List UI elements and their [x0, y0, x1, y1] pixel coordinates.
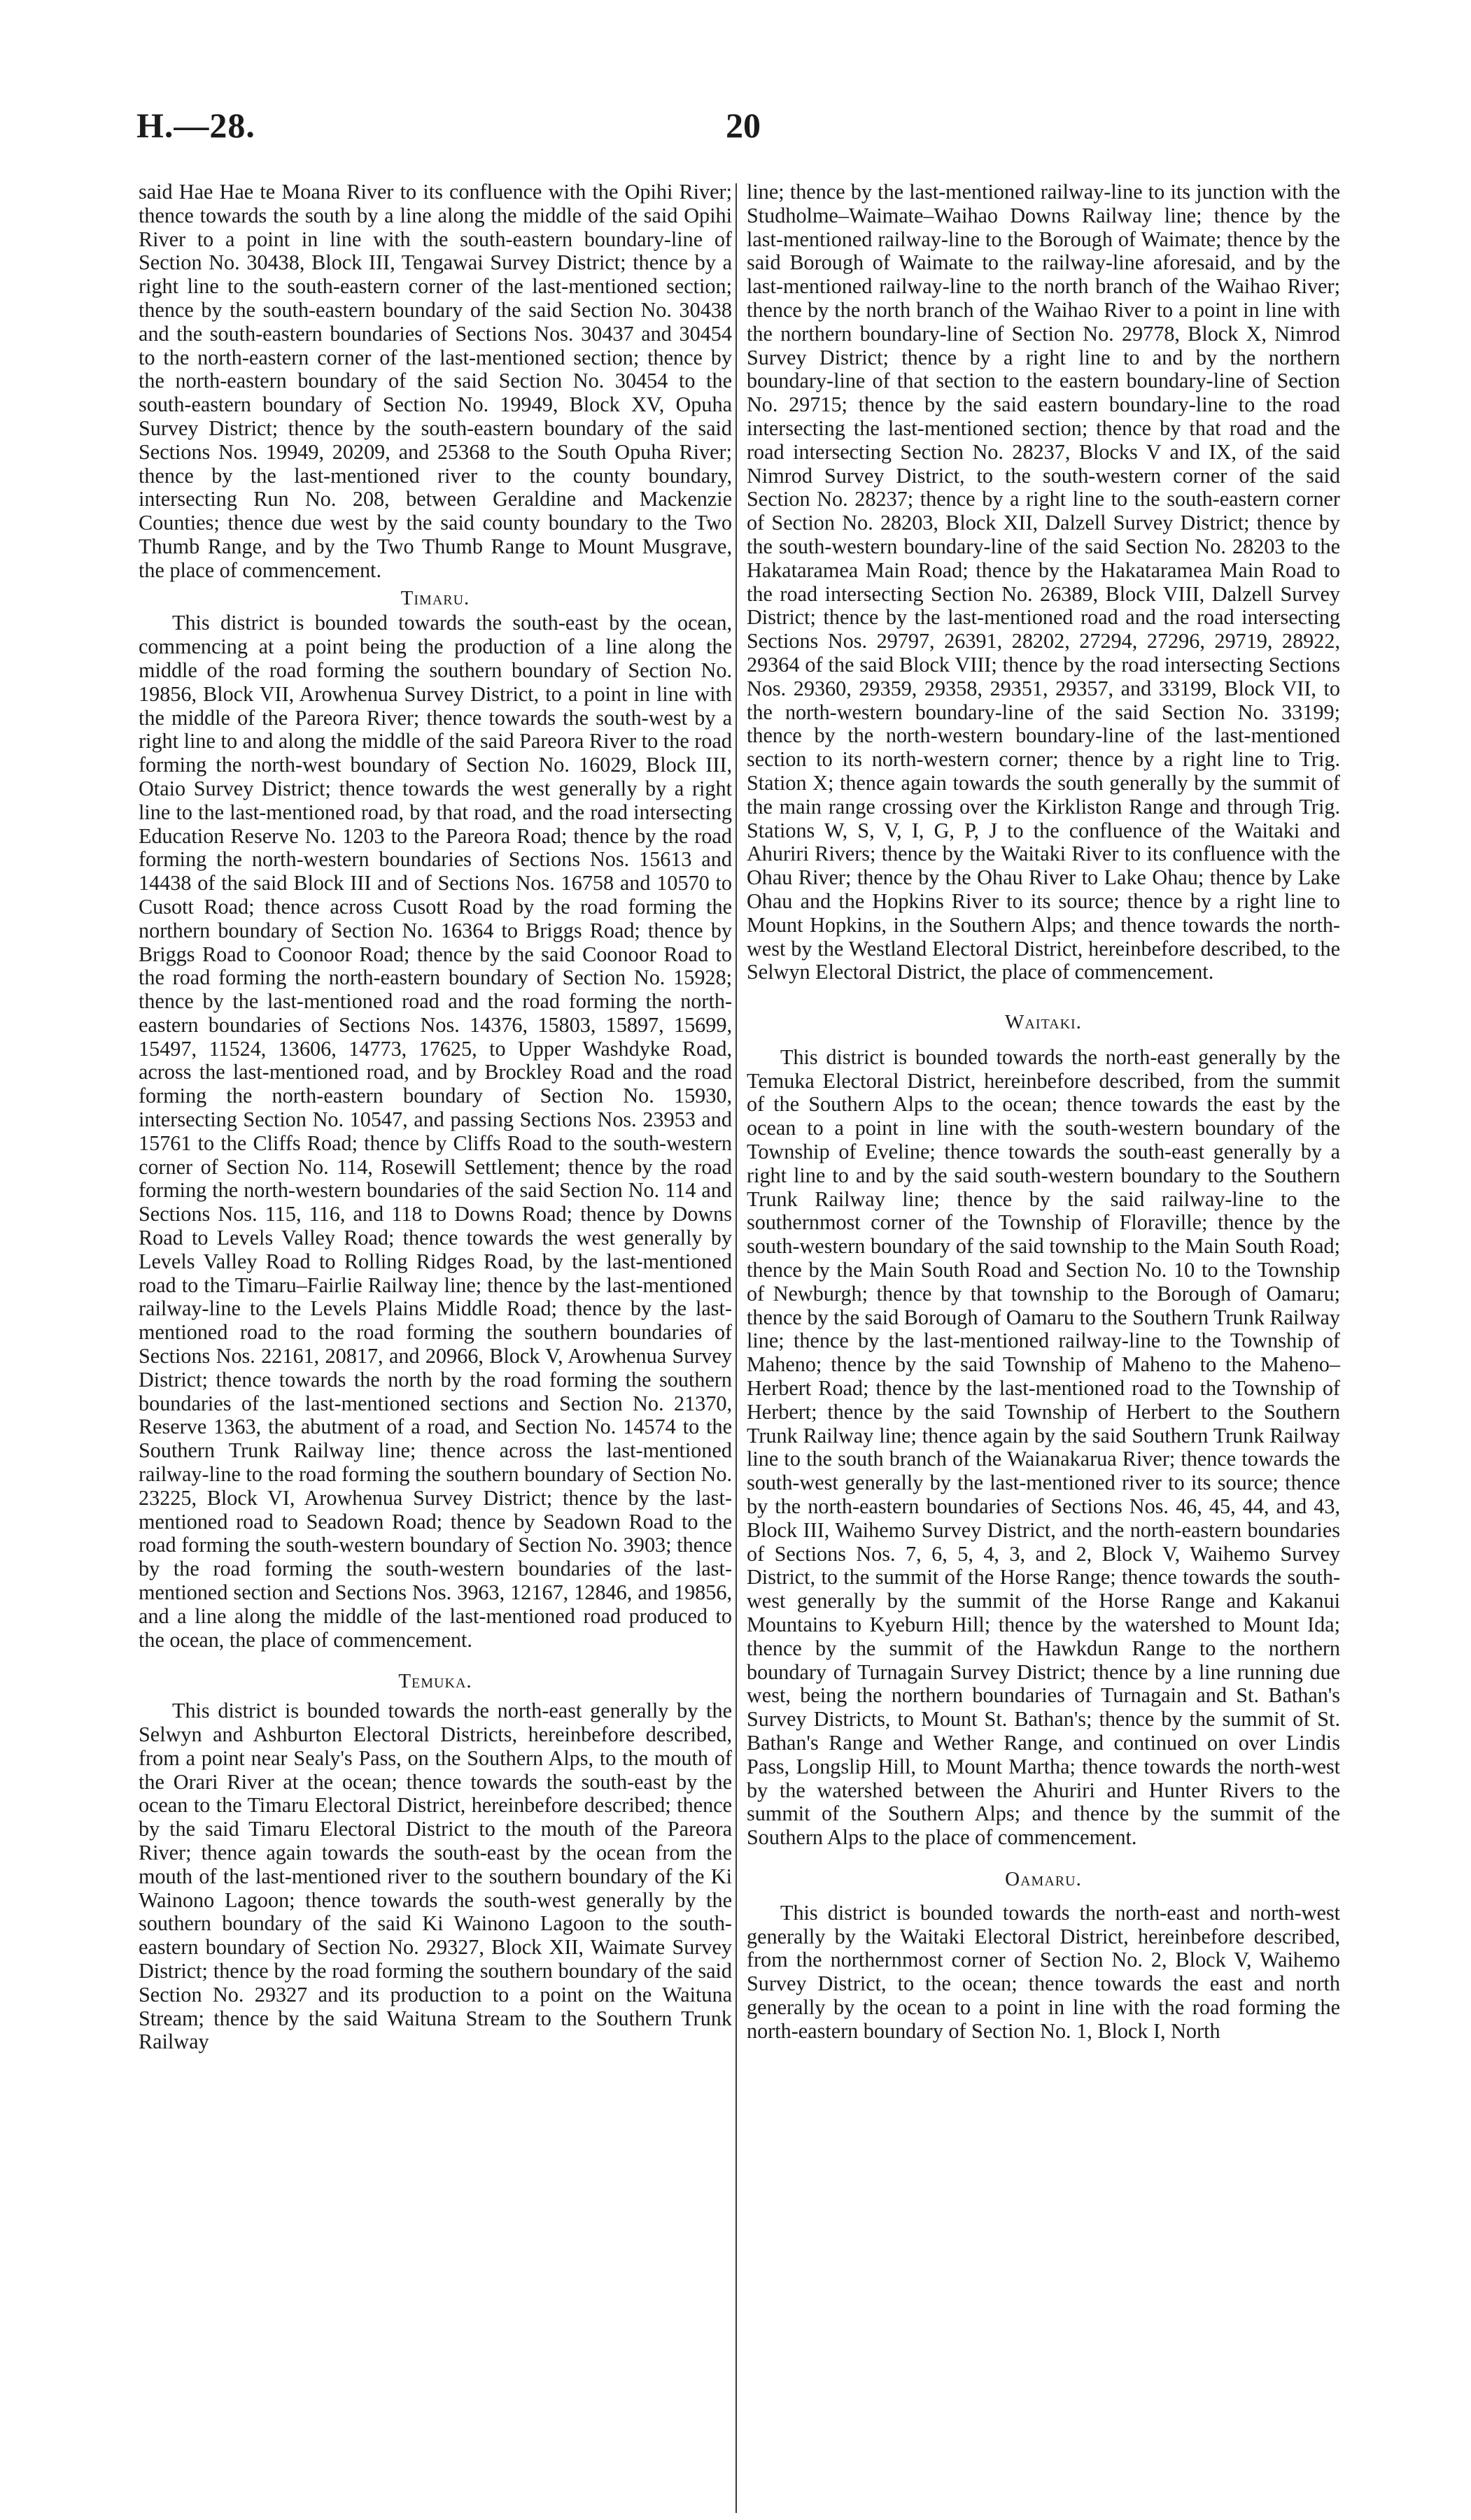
paragraph-timaru: This district is bounded towards the south-east by the ocean, commencing at a point being the production of a line along the middle of the road forming the southern boundary of Section No. 19856, Block VII, Arowhenua Survey District, to a point in line with the middle of the Pareora River; thence towards the south-west by a right line to and along the middle of the said Pareora River to the road forming the north-west boundary of Section No. 16029, Block III, Otaio Survey District; thence towards the west generally by a right line to the last-mentioned road, by that road, and the road intersecting Education Reserve No. 1203 to the Pareora Road; thence by the road forming the north-western boundaries of Sections Nos. 15613 and 14438 of the said Block III and of Sections Nos. 16758 and 10570 to Cusott Road; thence across Cusott Road by the road forming the northern boundary of Section No. 16364 to Briggs Road; thence by Briggs Road to Coonoor Road; thence by the said Coonoor Road to the road forming the north-eastern boundary of Section No. 15928; thence by the last-mentioned road and the road forming the north-eastern boundaries of Sections Nos. 14376, 15803, 15897, 15699, 15497, 11524, 13606, 14773, 17625, to Upper Washdyke Road, across the last-mentioned road, and by Brockley Road and the road forming the north-eastern boundary of Section No. 15930, intersecting Section No. 10547, and passing Sections Nos. 23953 and 15761 to the Cliffs Road; thence by Cliffs Road to the south-western corner of Section No. 114, Rosewill Settlement; thence by the road forming the north-western boundaries of the said Section No. 114 and Sections Nos. 115, 116, and 118 to Downs Road; thence by Downs Road to Levels Valley Road; thence towards the west generally by Levels Valley Road to Rolling Ridges Road, by the last-mentioned road to the Timaru–Fairlie Railway line; thence by the last-mentioned railway-line to the Levels Plains Middle Road; thence by the last-mentioned road to the road forming the southern boundaries of Sections Nos. 22161, 20817, and 20966, Block V, Arowhenua Survey District; thence towards the north by the road forming the southern boundaries of the last-mentioned sections and Section No. 21370, Reserve 1363, the abutment of a road, and Section No. 14574 to the Southern Trunk Railway line; thence across the last-mentioned railway-line to the road forming the southern boundary of Section No. 23225, Block VI, Arowhenua Survey District; thence by the last-mentioned road to Seadown Road; thence by Seadown Road to the road forming the south-western boundary of Section No. 3903; thence by the road forming the south-western boundaries of the last-mentioned section and Sections Nos. 3963, 12167, 12846, and 19856, and a line along the middle of the last-mentioned road produced to the ocean, the place of commencement. [139, 611, 732, 1652]
column-divider [736, 183, 737, 2513]
section-heading-waitaki: Waitaki. [1005, 1011, 1082, 1034]
section-heading-timaru: Timaru. [400, 586, 470, 609]
left-column [139, 180, 732, 2054]
paragraph-waitaki: This district is bounded towards the north-east generally by the Temuka Electoral District, hereinbefore described, from the summit of the Southern Alps to the ocean; thence towards the east by the ocean to a point in line with the south-western boundary of the Township of Eveline; thence towards the south-east generally by a right line to and by the said south-western boundary to the Southern Trunk Railway line; thence by the said railway-line to the southernmost corner of the Township of Floraville; thence by the south-western boundary of the said township to the Main South Road; thence by the Main South Road and Section No. 10 to the Township of Newburgh; thence by that township to the Borough of Oamaru; thence by the said Borough of Oamaru to the Southern Trunk Railway line; thence by the last-mentioned railway-line to the Township of Maheno; thence by the said Township of Maheno to the Maheno–Herbert Road; thence by the last-mentioned road to the Township of Herbert; thence by the said Township of Herbert to the Southern Trunk Railway line; thence again by the said Southern Trunk Railway line to the south branch of the Waianakarua River; thence towards the south-west generally by the last-mentioned river to its source; thence by the north-eastern boundaries of Sections Nos. 46, 45, 44, and 43, Block III, Waihemo Survey District, and the north-eastern boundaries of Sections Nos. 7, 6, 5, 4, 3, and 2, Block V, Waihemo Survey District, to the summit of the Horse Range; thence towards the south-west generally by the summit of the Horse Range and Kakanui Mountains to Kyeburn Hill; thence by the watershed to Mount Ida; thence by the summit of the Hawkdun Range to the northern boundary of Turnagain Survey District; thence by a line running due west, being the northern boundaries of Turnagain and St. Bathan's Survey Districts, to Mount St. Bathan's; thence by the summit of St. Bathan's Range and Wether Range, and continued on over Lindis Pass, Longslip Hill, to Mount Martha; thence towards the north-west by the watershed between the Ahuriri and Hunter Rivers to the summit of the Southern Alps; and thence by the summit of the Southern Alps to the place of commencement. [747, 1045, 1340, 1850]
right-column [747, 180, 1340, 2044]
section-heading-temuka: Temuka. [398, 1670, 472, 1693]
section-heading-oamaru: Oamaru. [1005, 1867, 1082, 1890]
paragraph-oamaru: This district is bounded towards the north-east and north-west generally by the Waitaki Electoral District, hereinbefore described, from the northernmost corner of Section No. 2, Block V, Waihemo Survey District, to the ocean; thence towards the east and north generally by the ocean to a point in line with the road forming the north-eastern boundary of Section No. 1, Block I, North [747, 1900, 1340, 2043]
page-number: 20 [726, 106, 761, 145]
paragraph-continued: said Hae Hae te Moana River to its confluence with the Opihi River; thence towards the south by a line along the middle of the said Opihi River to a point in line with the south-eastern boundary-line of Section No. 30438, Block III, Tengawai Survey District; thence by a right line to the south-eastern corner of the last-mentioned section; thence by the south-eastern boundary of the said Section No. 30438 and the south-eastern boundaries of Sections Nos. 30437 and 30454 to the north-eastern corner of the last-mentioned section; thence by the north-eastern boundary of the said Section No. 30454 to the south-eastern boundary of Section No. 19949, Block XV, Opuha Survey District; thence by the south-eastern boundary of the said Sections Nos. 19949, 20209, and 25368 to the South Opuha River; thence by the last-mentioned river to the county boundary, intersecting Run No. 208, between Geraldine and Mackenzie Counties; thence due west by the said county boundary to the Two Thumb Range, and by the Two Thumb Range to Mount Musgrave, the place of commencement. [139, 180, 732, 582]
paragraph-temuka: This district is bounded towards the north-east generally by the Selwyn and Ashburton Electoral Districts, hereinbefore described, from a point near Sealy's Pass, on the Southern Alps, to the mouth of the Orari River at the ocean; thence towards the south-east by the ocean to the Timaru Electoral District, hereinbefore described; thence by the said Timaru Electoral District to the mouth of the Pareora River; thence again towards the south-east by the ocean from the mouth of the last-mentioned river to the southern boundary of the Ki Wainono Lagoon; thence towards the south-west generally by the southern boundary of the said Ki Wainono Lagoon to the south-eastern boundary of Section No. 29327, Block XII, Waimate Survey District; thence by the road forming the southern boundary of the said Section No. 29327 and its production to a point on the Waituna Stream; thence by the said Waituna Stream to the Southern Trunk Railway [139, 1699, 732, 2054]
document-reference: H.—28. [136, 106, 255, 145]
paragraph-temuka-continued: line; thence by the last-mentioned railway-line to its junction with the Studholme–Waimate–Waihao Downs Railway line; thence by the last-mentioned railway-line to the Borough of Waimate; thence by the said Borough of Waimate to the railway-line aforesaid, and by the last-mentioned railway-line to the north branch of the Waihao River; thence by the north branch of the Waihao River to a point in line with the northern boundary-line of Section No. 29778, Block X, Nimrod Survey District; thence by a right line to and by the northern boundary-line of that section to the eastern boundary-line of Section No. 29715; thence by the said eastern boundary-line to the road intersecting the last-mentioned section; thence by that road and the road intersecting Section No. 28237, Blocks V and IX, of the said Nimrod Survey District, to the south-western corner of the said Section No. 28237; thence by a right line to the south-eastern corner of Section No. 28203, Block XII, Dalzell Survey District; thence by the south-western boundary-line of the said Section No. 28203 to the Hakataramea Main Road; thence by the Hakataramea Main Road to the road intersecting Section No. 26389, Block VIII, Dalzell Survey District; thence by the last-mentioned road and the road intersecting Sections Nos. 29797, 26391, 28202, 27294, 27296, 29719, 28922, 29364 of the said Block VIII; thence by the road intersecting Sections Nos. 29360, 29359, 29358, 29351, 29357, and 33199, Block VII, to the north-western boundary-line of the said Section No. 33199; thence by the north-western boundary-line of the last-mentioned section to its north-western corner; thence by a right line to Trig. Station X; thence again towards the south generally by the summit of the main range crossing over the Kirkliston Range and through Trig. Stations W, S, V, I, G, P, J to the confluence of the Waitaki and Ahuriri Rivers; thence by the Waitaki River to its confluence with the Ohau River; thence by the Ohau River to Lake Ohau; thence by Lake Ohau and the Hopkins River to its source; thence by a right line to Mount Hopkins, in the Southern Alps; and thence towards the north-west by the Westland Electoral District, hereinbefore described, to the Selwyn Electoral District, the place of commencement. [747, 180, 1340, 984]
